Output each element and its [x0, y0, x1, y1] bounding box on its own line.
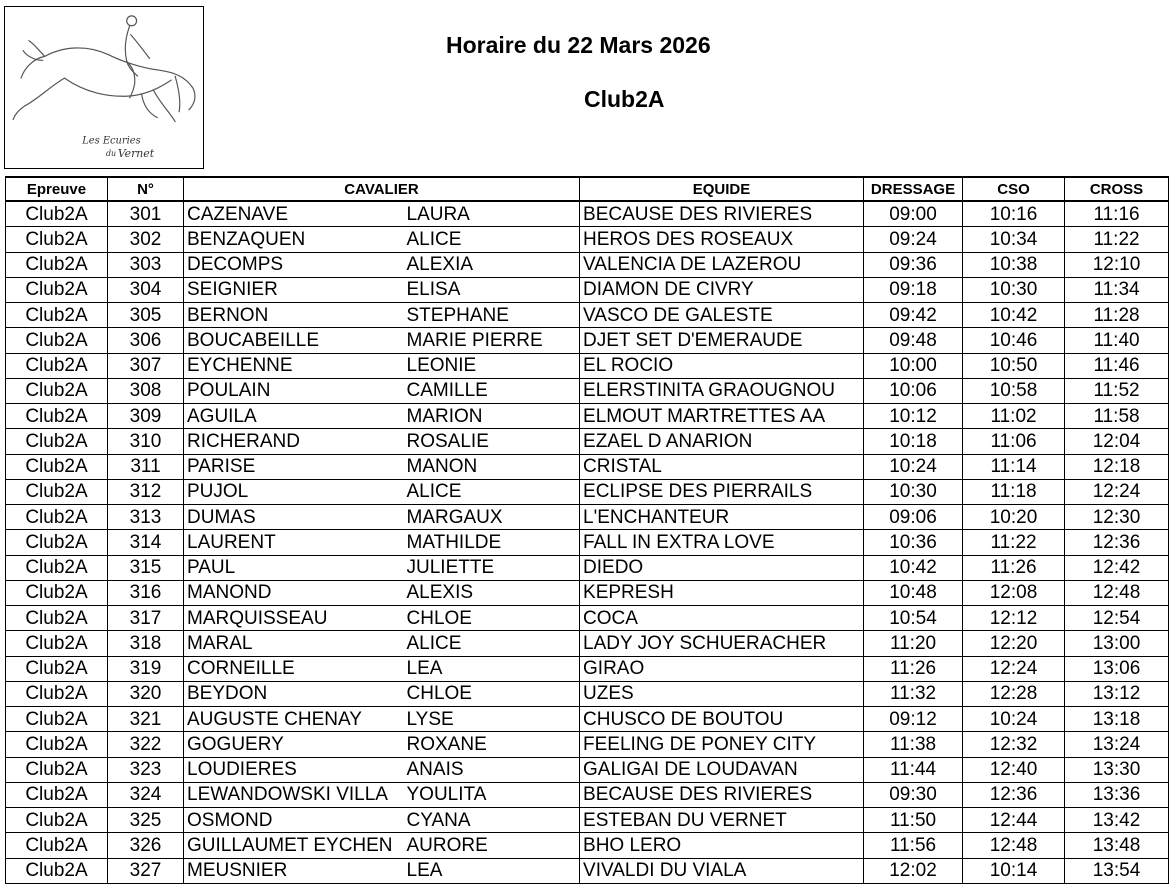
cell-cso-time: 12:36 — [963, 782, 1065, 807]
cell-dressage-time: 09:36 — [864, 252, 963, 277]
cell-rider-firstname: LEA — [404, 858, 580, 883]
cell-cross-time: 13:42 — [1065, 808, 1169, 833]
cell-rider-lastname: BOUCABEILLE — [184, 328, 404, 353]
cell-rider-firstname: AURORE — [404, 833, 580, 858]
cell-rider-lastname: LAURENT — [184, 530, 404, 555]
cell-cross-time: 12:48 — [1065, 580, 1169, 605]
horse-rider-logo-icon — [5, 7, 203, 168]
table-row — [6, 201, 1169, 227]
cell-cross-time: 13:36 — [1065, 782, 1169, 807]
cell-epreuve: Club2A — [6, 858, 108, 883]
cell-rider-firstname: MANON — [404, 454, 580, 479]
cell-cso-time: 11:22 — [963, 530, 1065, 555]
table-row — [6, 681, 1169, 706]
cell-epreuve: Club2A — [6, 631, 108, 656]
cell-epreuve: Club2A — [6, 530, 108, 555]
cell-cross-time: 12:04 — [1065, 429, 1169, 454]
cell-epreuve: Club2A — [6, 429, 108, 454]
cell-horse: BECAUSE DES RIVIERES — [580, 201, 864, 227]
table-row — [6, 808, 1169, 833]
table-row — [6, 606, 1169, 631]
cell-cso-time: 11:02 — [963, 404, 1065, 429]
col-header-dressage: DRESSAGE — [864, 177, 963, 201]
cell-number: 307 — [108, 353, 184, 378]
cell-horse: DIEDO — [580, 555, 864, 580]
cell-rider-firstname: ALICE — [404, 631, 580, 656]
cell-horse: KEPRESH — [580, 580, 864, 605]
cell-epreuve: Club2A — [6, 227, 108, 252]
cell-rider-lastname: PARISE — [184, 454, 404, 479]
cell-cso-time: 10:20 — [963, 505, 1065, 530]
cell-horse: VASCO DE GALESTE — [580, 303, 864, 328]
cell-epreuve: Club2A — [6, 378, 108, 403]
table-row — [6, 505, 1169, 530]
cell-number: 327 — [108, 858, 184, 883]
cell-epreuve: Club2A — [6, 201, 108, 227]
cell-dressage-time: 09:18 — [864, 277, 963, 302]
col-header-equide: EQUIDE — [580, 177, 864, 201]
cell-rider-lastname: LEWANDOWSKI VILLA — [184, 782, 404, 807]
cell-number: 313 — [108, 505, 184, 530]
cell-epreuve: Club2A — [6, 782, 108, 807]
cell-epreuve: Club2A — [6, 404, 108, 429]
cell-rider-firstname: ROXANE — [404, 732, 580, 757]
club-logo — [4, 6, 204, 169]
cell-cso-time: 12:28 — [963, 681, 1065, 706]
cell-rider-lastname: POULAIN — [184, 378, 404, 403]
cell-rider-lastname: MARQUISSEAU — [184, 606, 404, 631]
cell-horse: ESTEBAN DU VERNET — [580, 808, 864, 833]
cell-rider-firstname: MARGAUX — [404, 505, 580, 530]
cell-cross-time: 12:24 — [1065, 479, 1169, 504]
cell-rider-lastname: OSMOND — [184, 808, 404, 833]
cell-number: 312 — [108, 479, 184, 504]
cell-number: 326 — [108, 833, 184, 858]
cell-dressage-time: 10:48 — [864, 580, 963, 605]
cell-dressage-time: 10:06 — [864, 378, 963, 403]
cell-rider-firstname: ALEXIS — [404, 580, 580, 605]
cell-cso-time: 12:40 — [963, 757, 1065, 782]
cell-dressage-time: 09:30 — [864, 782, 963, 807]
cell-cross-time: 13:06 — [1065, 656, 1169, 681]
cell-rider-firstname: CHLOE — [404, 606, 580, 631]
cell-epreuve: Club2A — [6, 681, 108, 706]
cell-cross-time: 12:36 — [1065, 530, 1169, 555]
cell-dressage-time: 11:56 — [864, 833, 963, 858]
cell-epreuve: Club2A — [6, 580, 108, 605]
cell-cross-time: 11:40 — [1065, 328, 1169, 353]
page-subtitle: Club2A — [584, 86, 665, 112]
cell-horse: CHUSCO DE BOUTOU — [580, 707, 864, 732]
cell-horse: FALL IN EXTRA LOVE — [580, 530, 864, 555]
cell-number: 325 — [108, 808, 184, 833]
cell-cso-time: 12:08 — [963, 580, 1065, 605]
cell-number: 317 — [108, 606, 184, 631]
cell-dressage-time: 11:50 — [864, 808, 963, 833]
col-header-cavalier: CAVALIER — [184, 177, 580, 201]
cell-cso-time: 10:50 — [963, 353, 1065, 378]
table-row — [6, 580, 1169, 605]
cell-dressage-time: 10:42 — [864, 555, 963, 580]
cell-epreuve: Club2A — [6, 833, 108, 858]
cell-number: 306 — [108, 328, 184, 353]
cell-horse: GIRAO — [580, 656, 864, 681]
cell-horse: L'ENCHANTEUR — [580, 505, 864, 530]
cell-epreuve: Club2A — [6, 606, 108, 631]
cell-rider-firstname: LEA — [404, 656, 580, 681]
cell-rider-firstname: MATHILDE — [404, 530, 580, 555]
cell-epreuve: Club2A — [6, 303, 108, 328]
cell-number: 305 — [108, 303, 184, 328]
cell-cross-time: 12:30 — [1065, 505, 1169, 530]
logo-text-du: du — [105, 149, 117, 159]
cell-number: 304 — [108, 277, 184, 302]
cell-epreuve: Club2A — [6, 808, 108, 833]
cell-number: 320 — [108, 681, 184, 706]
cell-number: 311 — [108, 454, 184, 479]
cell-cso-time: 10:46 — [963, 328, 1065, 353]
cell-cross-time: 13:24 — [1065, 732, 1169, 757]
cell-number: 301 — [108, 201, 184, 227]
cell-rider-lastname: BERNON — [184, 303, 404, 328]
cell-horse: EL ROCIO — [580, 353, 864, 378]
cell-cso-time: 12:12 — [963, 606, 1065, 631]
cell-horse: UZES — [580, 681, 864, 706]
cell-dressage-time: 09:24 — [864, 227, 963, 252]
cell-rider-firstname: JULIETTE — [404, 555, 580, 580]
cell-cross-time: 11:46 — [1065, 353, 1169, 378]
cell-dressage-time: 10:24 — [864, 454, 963, 479]
cell-dressage-time: 11:44 — [864, 757, 963, 782]
cell-rider-firstname: YOULITA — [404, 782, 580, 807]
cell-number: 314 — [108, 530, 184, 555]
cell-rider-firstname: ELISA — [404, 277, 580, 302]
cell-cross-time: 11:28 — [1065, 303, 1169, 328]
cell-cso-time: 11:18 — [963, 479, 1065, 504]
cell-rider-firstname: CHLOE — [404, 681, 580, 706]
cell-rider-lastname: EYCHENNE — [184, 353, 404, 378]
cell-rider-lastname: GUILLAUMET EYCHEN — [184, 833, 404, 858]
cell-cso-time: 11:14 — [963, 454, 1065, 479]
logo-text-les-ecuries: Les Ecuries — [82, 135, 141, 147]
cell-rider-lastname: BENZAQUEN — [184, 227, 404, 252]
cell-horse: EZAEL D ANARION — [580, 429, 864, 454]
table-row — [6, 303, 1169, 328]
table-row — [6, 707, 1169, 732]
cell-rider-lastname: LOUDIERES — [184, 757, 404, 782]
cell-rider-lastname: BEYDON — [184, 681, 404, 706]
cell-number: 324 — [108, 782, 184, 807]
table-row — [6, 479, 1169, 504]
cell-horse: HEROS DES ROSEAUX — [580, 227, 864, 252]
table-row — [6, 252, 1169, 277]
cell-epreuve: Club2A — [6, 656, 108, 681]
cell-dressage-time: 09:06 — [864, 505, 963, 530]
cell-cso-time: 10:42 — [963, 303, 1065, 328]
cell-cross-time: 11:52 — [1065, 378, 1169, 403]
cell-rider-firstname: ALICE — [404, 227, 580, 252]
cell-horse: DJET SET D'EMERAUDE — [580, 328, 864, 353]
cell-cso-time: 10:14 — [963, 858, 1065, 883]
cell-horse: ELMOUT MARTRETTES AA — [580, 404, 864, 429]
cell-dressage-time: 11:20 — [864, 631, 963, 656]
table-row — [6, 429, 1169, 454]
cell-cso-time: 11:26 — [963, 555, 1065, 580]
cell-dressage-time: 11:38 — [864, 732, 963, 757]
cell-epreuve: Club2A — [6, 555, 108, 580]
cell-cso-time: 10:24 — [963, 707, 1065, 732]
table-row — [6, 353, 1169, 378]
table-row — [6, 277, 1169, 302]
cell-cross-time: 11:58 — [1065, 404, 1169, 429]
cell-dressage-time: 10:12 — [864, 404, 963, 429]
cell-cross-time: 12:18 — [1065, 454, 1169, 479]
cell-cross-time: 13:18 — [1065, 707, 1169, 732]
table-row — [6, 858, 1169, 883]
cell-cross-time: 13:30 — [1065, 757, 1169, 782]
cell-horse: BECAUSE DES RIVIERES — [580, 782, 864, 807]
table-row — [6, 732, 1169, 757]
cell-cross-time: 13:54 — [1065, 858, 1169, 883]
cell-epreuve: Club2A — [6, 328, 108, 353]
col-header-cso: CSO — [963, 177, 1065, 201]
cell-horse: ECLIPSE DES PIERRAILS — [580, 479, 864, 504]
table-row — [6, 227, 1169, 252]
table-row — [6, 833, 1169, 858]
cell-rider-lastname: CAZENAVE — [184, 201, 404, 227]
cell-rider-lastname: GOGUERY — [184, 732, 404, 757]
table-row — [6, 656, 1169, 681]
cell-dressage-time: 10:00 — [864, 353, 963, 378]
cell-number: 321 — [108, 707, 184, 732]
cell-rider-firstname: ROSALIE — [404, 429, 580, 454]
cell-cso-time: 10:38 — [963, 252, 1065, 277]
cell-horse: DIAMON DE CIVRY — [580, 277, 864, 302]
cell-number: 303 — [108, 252, 184, 277]
table-row — [6, 782, 1169, 807]
table-row — [6, 328, 1169, 353]
cell-rider-lastname: RICHERAND — [184, 429, 404, 454]
cell-cso-time: 12:48 — [963, 833, 1065, 858]
cell-rider-lastname: MEUSNIER — [184, 858, 404, 883]
cell-cso-time: 12:32 — [963, 732, 1065, 757]
schedule-table — [5, 176, 1169, 884]
table-row — [6, 454, 1169, 479]
cell-epreuve: Club2A — [6, 454, 108, 479]
col-header-cross: CROSS — [1065, 177, 1169, 201]
table-row — [6, 378, 1169, 403]
cell-epreuve: Club2A — [6, 353, 108, 378]
cell-rider-firstname: ANAIS — [404, 757, 580, 782]
cell-dressage-time: 11:26 — [864, 656, 963, 681]
cell-number: 319 — [108, 656, 184, 681]
cell-rider-firstname: LAURA — [404, 201, 580, 227]
cell-dressage-time: 09:12 — [864, 707, 963, 732]
cell-epreuve: Club2A — [6, 479, 108, 504]
cell-cso-time: 10:58 — [963, 378, 1065, 403]
cell-rider-firstname: MARION — [404, 404, 580, 429]
cell-cso-time: 10:16 — [963, 201, 1065, 227]
cell-horse: LADY JOY SCHUERACHER — [580, 631, 864, 656]
table-row — [6, 530, 1169, 555]
cell-number: 302 — [108, 227, 184, 252]
cell-dressage-time: 10:18 — [864, 429, 963, 454]
cell-number: 316 — [108, 580, 184, 605]
page-title: Horaire du 22 Mars 2026 — [446, 32, 711, 58]
cell-cross-time: 11:22 — [1065, 227, 1169, 252]
table-row — [6, 404, 1169, 429]
cell-horse: CRISTAL — [580, 454, 864, 479]
cell-horse: BHO LERO — [580, 833, 864, 858]
cell-dressage-time: 10:54 — [864, 606, 963, 631]
table-row — [6, 631, 1169, 656]
cell-rider-lastname: DUMAS — [184, 505, 404, 530]
cell-rider-firstname: LYSE — [404, 707, 580, 732]
cell-dressage-time: 10:30 — [864, 479, 963, 504]
cell-rider-firstname: STEPHANE — [404, 303, 580, 328]
cell-number: 309 — [108, 404, 184, 429]
cell-rider-lastname: AGUILA — [184, 404, 404, 429]
cell-horse: VALENCIA DE LAZEROU — [580, 252, 864, 277]
cell-epreuve: Club2A — [6, 757, 108, 782]
cell-cso-time: 11:06 — [963, 429, 1065, 454]
table-row — [6, 757, 1169, 782]
cell-horse: ELERSTINITA GRAOUGNOU — [580, 378, 864, 403]
cell-number: 318 — [108, 631, 184, 656]
cell-rider-lastname: PUJOL — [184, 479, 404, 504]
cell-rider-lastname: MANOND — [184, 580, 404, 605]
cell-epreuve: Club2A — [6, 707, 108, 732]
cell-cross-time: 13:48 — [1065, 833, 1169, 858]
cell-dressage-time: 09:48 — [864, 328, 963, 353]
cell-cso-time: 10:34 — [963, 227, 1065, 252]
cell-horse: COCA — [580, 606, 864, 631]
cell-horse: VIVALDI DU VIALA — [580, 858, 864, 883]
cell-cross-time: 12:54 — [1065, 606, 1169, 631]
cell-epreuve: Club2A — [6, 252, 108, 277]
cell-rider-lastname: MARAL — [184, 631, 404, 656]
cell-cso-time: 12:44 — [963, 808, 1065, 833]
cell-rider-lastname: DECOMPS — [184, 252, 404, 277]
cell-cross-time: 12:10 — [1065, 252, 1169, 277]
cell-dressage-time: 09:00 — [864, 201, 963, 227]
cell-horse: GALIGAI DE LOUDAVAN — [580, 757, 864, 782]
cell-number: 322 — [108, 732, 184, 757]
cell-number: 315 — [108, 555, 184, 580]
cell-rider-lastname: AUGUSTE CHENAY — [184, 707, 404, 732]
cell-rider-lastname: CORNEILLE — [184, 656, 404, 681]
cell-number: 323 — [108, 757, 184, 782]
cell-rider-lastname: SEIGNIER — [184, 277, 404, 302]
cell-cross-time: 13:12 — [1065, 681, 1169, 706]
col-header-number: N° — [108, 177, 184, 201]
cell-rider-firstname: CAMILLE — [404, 378, 580, 403]
cell-horse: FEELING DE PONEY CITY — [580, 732, 864, 757]
cell-dressage-time: 12:02 — [864, 858, 963, 883]
cell-rider-firstname: MARIE PIERRE — [404, 328, 580, 353]
cell-rider-firstname: CYANA — [404, 808, 580, 833]
table-header-row — [6, 177, 1169, 201]
cell-cso-time: 10:30 — [963, 277, 1065, 302]
cell-rider-firstname: LEONIE — [404, 353, 580, 378]
cell-rider-firstname: ALICE — [404, 479, 580, 504]
cell-dressage-time: 10:36 — [864, 530, 963, 555]
table-row — [6, 555, 1169, 580]
cell-dressage-time: 11:32 — [864, 681, 963, 706]
cell-cross-time: 11:34 — [1065, 277, 1169, 302]
cell-epreuve: Club2A — [6, 505, 108, 530]
cell-cso-time: 12:20 — [963, 631, 1065, 656]
col-header-epreuve: Epreuve — [6, 177, 108, 201]
logo-text-vernet: Vernet — [117, 147, 155, 161]
cell-cross-time: 13:00 — [1065, 631, 1169, 656]
cell-cross-time: 11:16 — [1065, 201, 1169, 227]
cell-dressage-time: 09:42 — [864, 303, 963, 328]
cell-epreuve: Club2A — [6, 277, 108, 302]
cell-rider-lastname: PAUL — [184, 555, 404, 580]
cell-cso-time: 12:24 — [963, 656, 1065, 681]
cell-number: 308 — [108, 378, 184, 403]
cell-epreuve: Club2A — [6, 732, 108, 757]
cell-rider-firstname: ALEXIA — [404, 252, 580, 277]
cell-number: 310 — [108, 429, 184, 454]
cell-cross-time: 12:42 — [1065, 555, 1169, 580]
